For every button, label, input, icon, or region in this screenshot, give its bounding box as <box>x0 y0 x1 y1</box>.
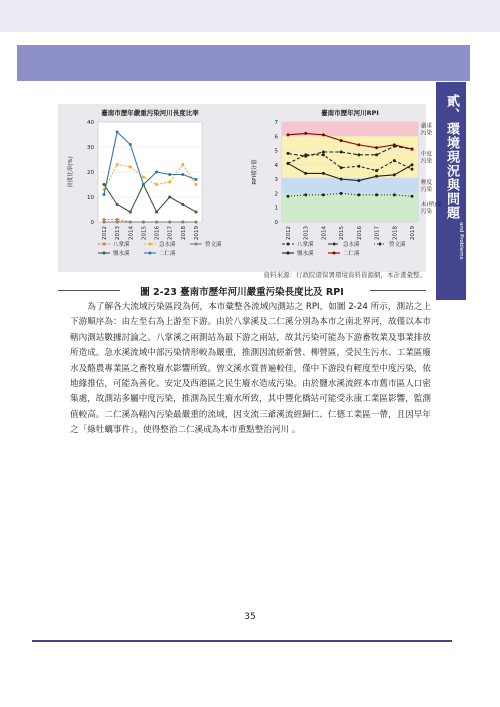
legend-label: 八掌溪 <box>297 242 314 248</box>
body-paragraph: 為了解各大流域污染區段為何，本市彙整各流域內測站之 RPI，如圖 2-24 所示，測站之上下游順序為：由左至右為上游至下游。由於八掌溪及二仁溪分別為本市之南北界河，故僅以本市轄內測站數據討論之。八掌溪之兩測站為最下游之兩站，故其污染可能為下游畜牧業及事業排放所造成。急水溪流域中部污染情形較為嚴重，推測因流經新營、柳營區，受民生污水、工業區廢水及酪農專業區之畜牧廢水影響所致。曾文溪水質普遍較佳，僅中下游段有輕度至中度污染，依地緣推估，可能為善化、安定及西港區之民生廢水造成污染。由於鹽水溪流經本市舊市區人口密集處，故測站多屬中度污染，推測為民生廢水所致，其中豐化橋站可能受永康工業區影響，監測值較高。二仁溪為轄內污染最嚴重的流域，因支流三爺溪流經歸仁、仁德工業區一帶，且因早年之「綠牡蠣事件」，使得整治二仁溪成為本市重點整治河川 。 <box>70 302 431 436</box>
legend-marker <box>195 243 198 246</box>
y-tick-label: 5 <box>274 148 278 155</box>
data-point <box>195 221 198 224</box>
data-point <box>393 173 396 176</box>
band-label: 嚴重 <box>421 123 433 130</box>
data-point <box>411 163 414 166</box>
data-point <box>155 221 158 224</box>
x-tick-label: 2014 <box>321 226 328 240</box>
data-point <box>287 133 290 136</box>
data-point <box>375 169 378 172</box>
caption-rule-right <box>370 290 426 291</box>
y-axis-label: 長度比率(%) <box>68 156 74 188</box>
legend-marker <box>333 252 336 255</box>
y-tick-label: 4 <box>274 162 278 169</box>
legend-marker <box>103 252 106 255</box>
data-point <box>322 172 325 175</box>
x-tick-label: 2018 <box>392 226 399 240</box>
legend-label: 二仁溪 <box>159 251 176 257</box>
band-label: 中度 <box>421 151 433 158</box>
x-tick-label: 2017 <box>167 226 174 240</box>
data-point <box>304 132 307 135</box>
data-point <box>322 153 325 156</box>
data-point <box>287 152 290 155</box>
data-point <box>340 151 343 154</box>
y-tick-label: 0 <box>274 220 278 226</box>
y-tick-label: 2 <box>274 191 278 198</box>
data-point <box>375 193 378 196</box>
data-point <box>181 203 184 206</box>
legend-marker <box>287 243 290 246</box>
band-label: 輕度 <box>421 180 433 187</box>
footer-rule <box>32 640 452 642</box>
data-point <box>155 171 158 174</box>
x-tick-label: 2016 <box>356 226 363 240</box>
band-label: 未(稍)受 <box>421 202 442 209</box>
x-tick-label: 2013 <box>115 226 122 240</box>
data-point <box>304 172 307 175</box>
x-tick-label: 2017 <box>374 226 381 240</box>
data-point <box>393 193 396 196</box>
data-point <box>304 193 307 196</box>
data-point <box>142 176 145 179</box>
chapter-subtitle: Environmental Statuses and Problems <box>458 222 470 288</box>
legend-marker <box>103 243 106 246</box>
data-point <box>357 193 360 196</box>
legend-label: 二仁溪 <box>343 251 360 257</box>
data-point <box>129 143 132 146</box>
y-tick-label: 3 <box>274 177 278 184</box>
data-point <box>375 175 378 178</box>
top-band <box>0 0 500 32</box>
legend-label: 八掌溪 <box>113 242 130 248</box>
legend-marker <box>333 243 336 246</box>
legend-label: 曾文溪 <box>389 242 406 248</box>
data-point <box>195 211 198 214</box>
data-point <box>103 183 106 186</box>
data-point <box>322 133 325 136</box>
data-point <box>103 193 106 196</box>
data-point <box>129 211 132 214</box>
data-point <box>287 195 290 198</box>
band-label: 污染 <box>421 130 433 137</box>
data-point <box>155 211 158 214</box>
figure-source: 資料來源：行政院環保署環境資料資源網，本計畫彙整。 <box>263 271 426 279</box>
x-tick-label: 2014 <box>128 226 135 240</box>
y-tick-label: 1 <box>274 205 278 212</box>
data-point <box>357 179 360 182</box>
legend-label: 鹽水溪 <box>113 251 130 257</box>
y-axis-label: RPI積分值 <box>252 159 258 185</box>
x-tick-label: 2016 <box>154 226 161 240</box>
y-tick-label: 6 <box>274 134 278 141</box>
x-tick-label: 2012 <box>286 226 292 240</box>
data-point <box>195 178 198 181</box>
data-point <box>168 221 171 224</box>
data-point <box>393 143 396 146</box>
y-tick-label: 40 <box>87 120 94 126</box>
x-tick-label: 2018 <box>180 226 187 240</box>
data-point <box>168 181 171 184</box>
band-label: 污染 <box>421 209 433 216</box>
figure-panel <box>58 104 442 272</box>
data-point <box>116 221 119 224</box>
y-tick-label: 7 <box>274 120 278 126</box>
data-point <box>129 166 132 169</box>
legend-marker <box>149 243 152 246</box>
data-point <box>195 183 198 186</box>
chapter-title: 貳、環境現況與問題 <box>444 94 459 220</box>
x-tick-label: 2019 <box>194 226 200 240</box>
data-point <box>168 173 171 176</box>
data-point <box>375 153 378 156</box>
chart-title: 臺南市歷年嚴重污染河川長度比率 <box>101 109 199 117</box>
legend-marker <box>287 252 290 255</box>
legend-label: 鹽水溪 <box>297 251 314 257</box>
data-point <box>411 168 414 171</box>
chart-pollution-length <box>58 104 242 272</box>
data-point <box>411 195 414 198</box>
data-point <box>411 148 414 151</box>
data-point <box>103 221 106 224</box>
legend-label: 急水溪 <box>343 242 360 248</box>
data-point <box>181 163 184 166</box>
x-tick-label: 2019 <box>410 226 416 240</box>
data-point <box>155 183 158 186</box>
band-label: 污染 <box>421 158 433 165</box>
data-point <box>116 131 119 134</box>
data-point <box>357 143 360 146</box>
data-point <box>181 173 184 176</box>
legend-marker <box>149 252 152 255</box>
legend-label: 曾文溪 <box>205 242 222 248</box>
data-point <box>168 196 171 199</box>
legend-label: 急水溪 <box>159 242 176 248</box>
header-band <box>17 45 470 81</box>
x-tick-label: 2015 <box>339 226 346 240</box>
data-point <box>129 221 132 224</box>
y-tick-label: 30 <box>87 145 94 151</box>
data-point <box>340 139 343 142</box>
data-point <box>116 203 119 206</box>
data-point <box>181 221 184 224</box>
data-point <box>357 165 360 168</box>
data-point <box>142 183 145 186</box>
x-tick-label: 2015 <box>141 226 148 240</box>
data-point <box>287 162 290 165</box>
y-tick-label: 20 <box>87 170 94 176</box>
data-point <box>357 153 360 156</box>
x-tick-label: 2012 <box>102 226 108 240</box>
figure-caption: 圖 2-23 臺南市歷年河川嚴重污染長度比及 RPI <box>140 287 344 298</box>
data-point <box>304 155 307 158</box>
y-tick-label: 0 <box>90 220 94 226</box>
chart-rpi <box>242 104 442 272</box>
data-point <box>340 166 343 169</box>
data-point <box>375 146 378 149</box>
data-point <box>142 221 145 224</box>
data-point <box>322 193 325 196</box>
x-tick-label: 2013 <box>303 226 310 240</box>
chart-title: 臺南市歷年河川RPI <box>321 109 379 117</box>
data-point <box>340 192 343 195</box>
data-point <box>340 178 343 181</box>
y-tick-label: 10 <box>87 195 94 201</box>
data-point <box>322 151 325 154</box>
data-point <box>116 163 119 166</box>
band-label: 污染 <box>421 187 433 194</box>
data-point <box>393 159 396 162</box>
legend-marker <box>379 243 382 246</box>
page-number: 35 <box>244 612 256 622</box>
